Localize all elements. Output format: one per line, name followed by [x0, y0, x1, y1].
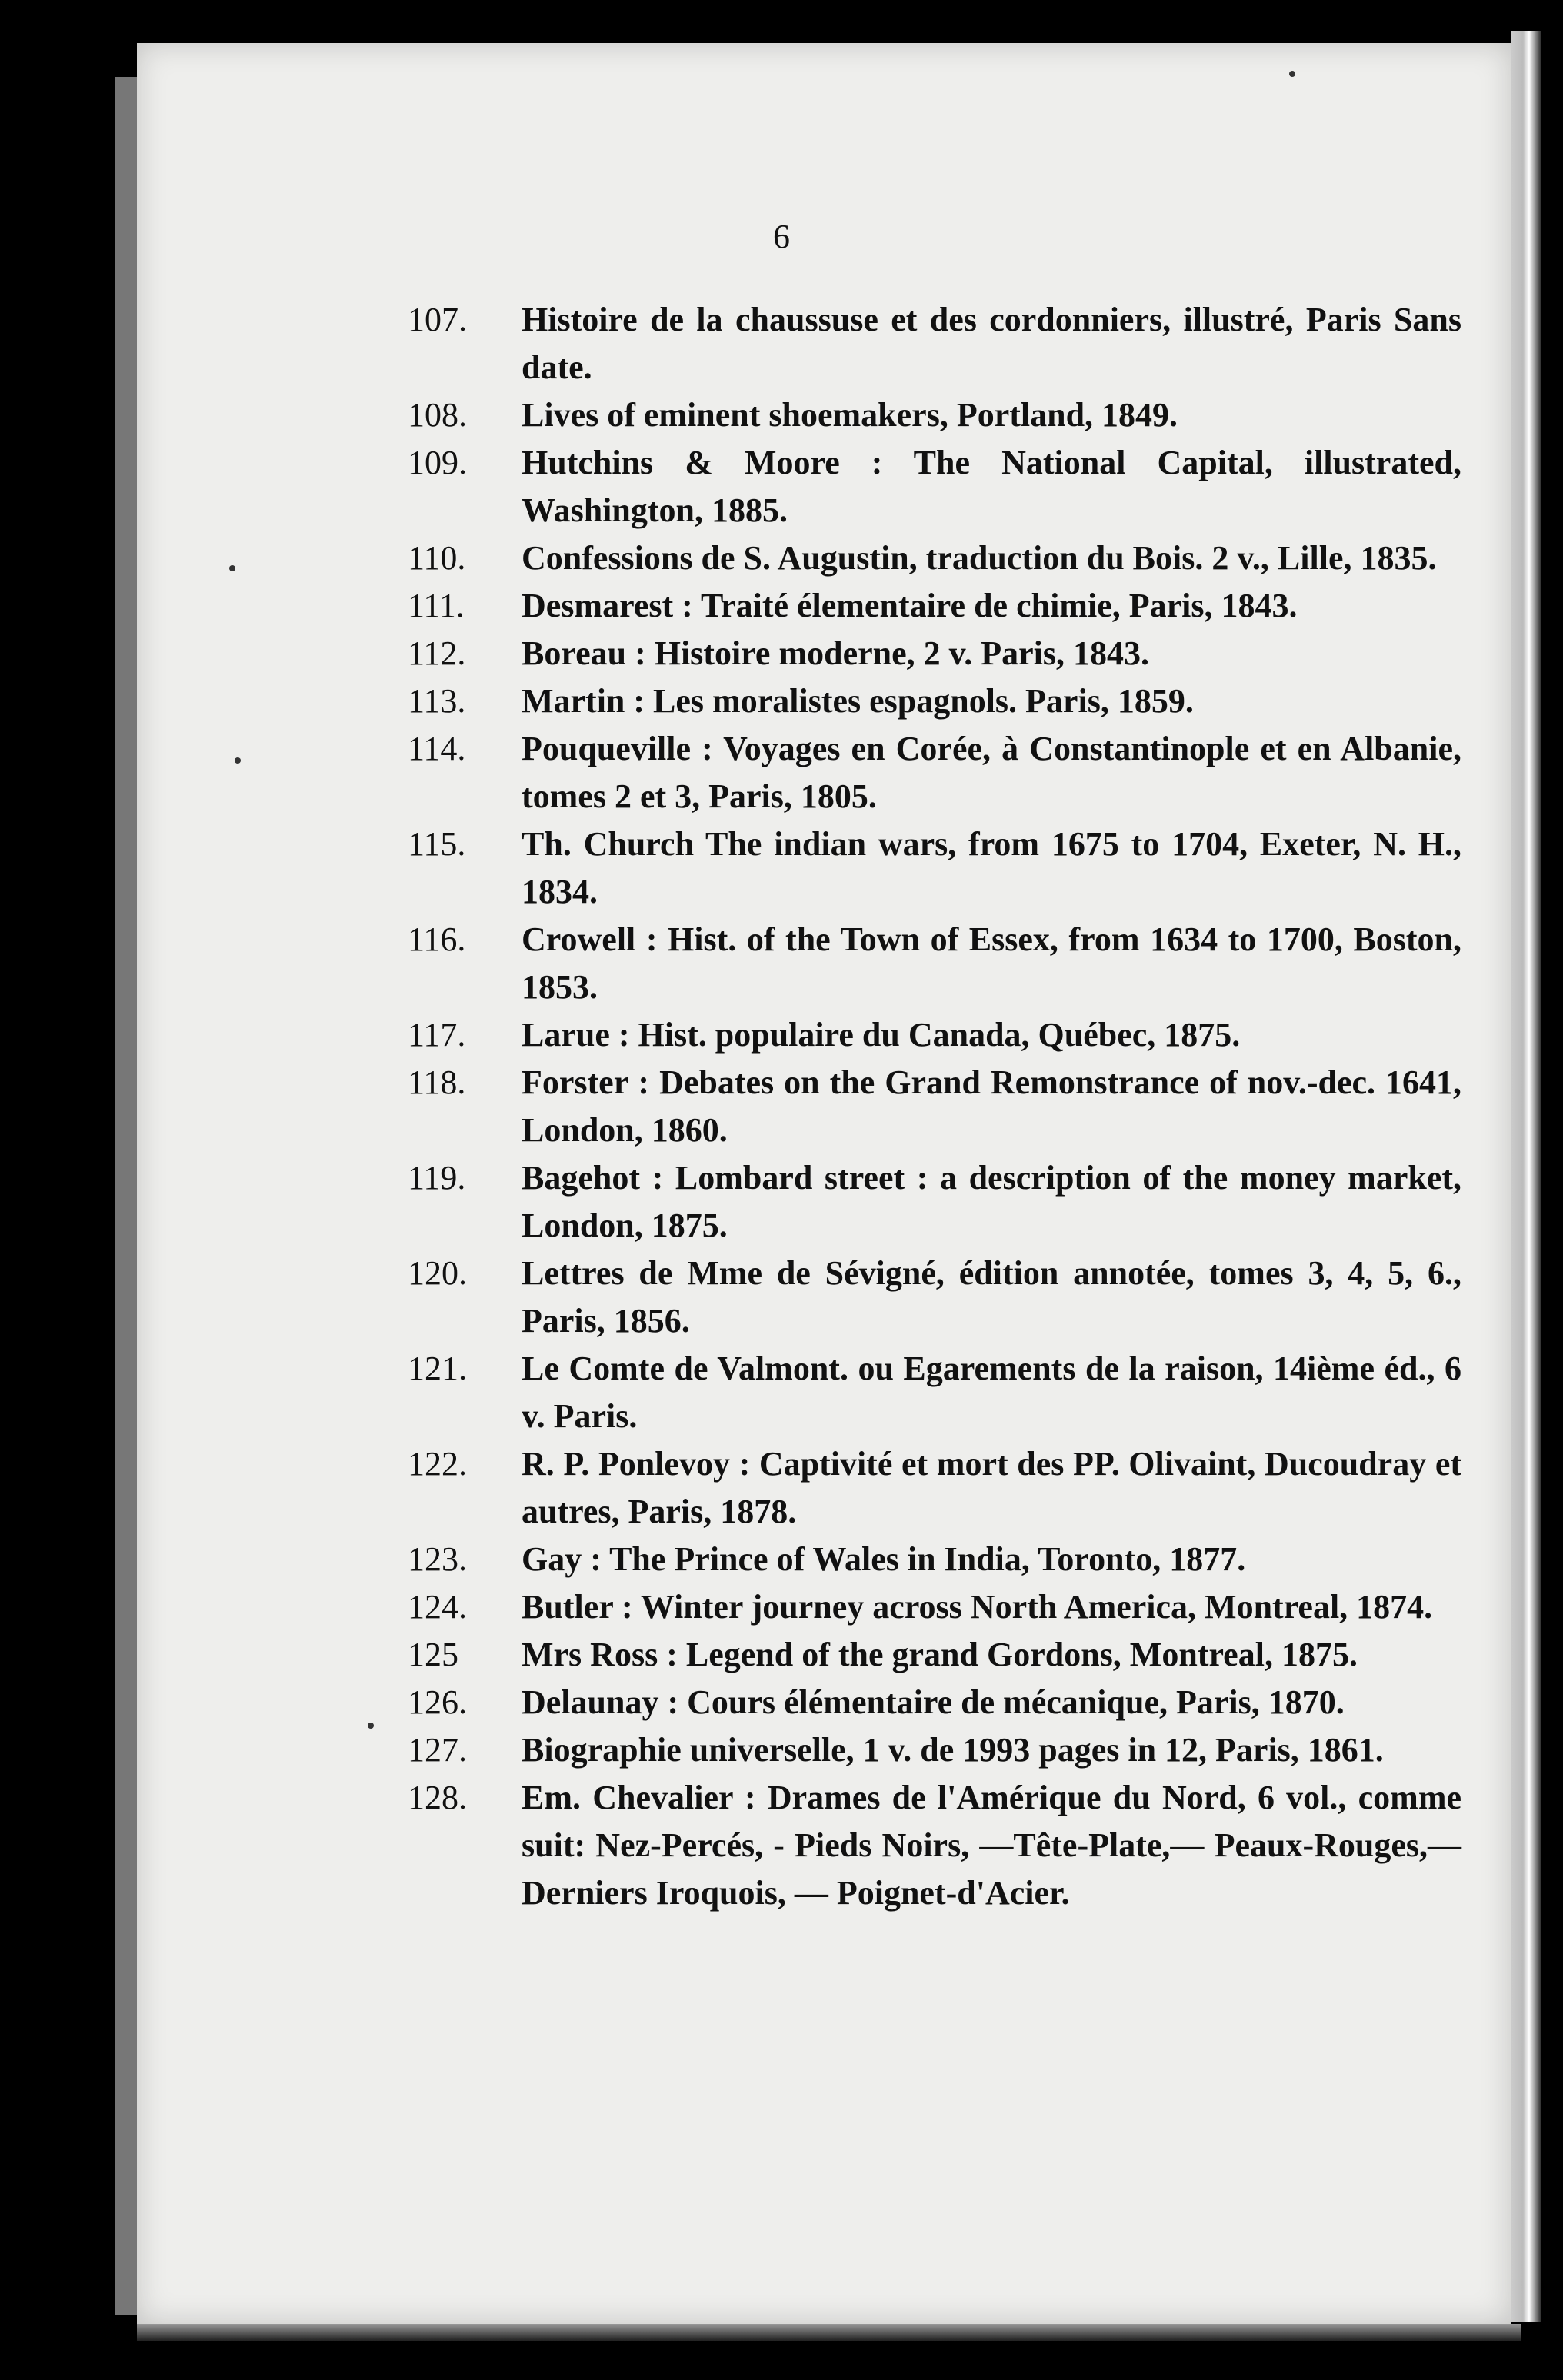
bibliography-entry — [408, 1726, 1461, 1774]
bibliography-entry — [408, 1345, 1461, 1440]
entry-text: Delaunay : Cours élémentaire de mécanique, Paris, 1870. — [522, 1683, 1345, 1721]
bibliography-entry — [408, 916, 1461, 1011]
entry-number: 112. — [408, 634, 466, 672]
bibliography-entry — [408, 725, 1461, 821]
entry-text: Lettres de Mme de Sévigné, édition annotée, tomes 3, 4, 5, 6., Paris, 1856. — [522, 1254, 1461, 1340]
entry-number: 128. — [408, 1779, 467, 1816]
entry-number: 117. — [408, 1016, 466, 1054]
bibliography-entry — [408, 1250, 1461, 1345]
entry-number: 120. — [408, 1254, 467, 1292]
bibliography-entry — [408, 630, 1461, 677]
entry-number: 116. — [408, 920, 466, 958]
entry-text: Lives of eminent shoemakers, Portland, 1849. — [522, 396, 1178, 434]
entry-text: Pouqueville : Voyages en Corée, à Constantinople et en Albanie, tomes 2 et 3, Paris, 1805. — [522, 730, 1461, 815]
ink-speck — [235, 757, 241, 764]
entry-number: 119. — [408, 1159, 466, 1197]
entry-text: Bagehot : Lombard street : a description of the money market, London, 1875. — [522, 1159, 1461, 1244]
entry-text: Confessions de S. Augustin, traduction du Bois. 2 v., Lille, 1835. — [522, 539, 1437, 577]
entry-number: 125 — [408, 1636, 458, 1673]
entry-text: Larue : Hist. populaire du Canada, Québec, 1875. — [522, 1016, 1241, 1054]
bibliography-entry — [408, 1440, 1461, 1536]
bibliography-entry — [408, 1154, 1461, 1250]
bibliography-entry — [408, 582, 1461, 630]
page-edge-right — [1511, 31, 1541, 2322]
entry-number: 109. — [408, 444, 467, 481]
bibliography-entry — [408, 677, 1461, 725]
entry-text: Biographie universelle, 1 v. de 1993 pages in 12, Paris, 1861. — [522, 1731, 1384, 1769]
entry-text: Hutchins & Moore : The National Capital, illustrated, Washington, 1885. — [522, 444, 1461, 529]
entry-text: Le Comte de Valmont. ou Egarements de la raison, 14ième éd., 6 v. Paris. — [522, 1350, 1461, 1435]
entry-text: Th. Church The indian wars, from 1675 to 1704, Exeter, N. H., 1834. — [522, 825, 1461, 910]
entry-number: 110. — [408, 539, 466, 577]
entry-text: Mrs Ross : Legend of the grand Gordons, Montreal, 1875. — [522, 1636, 1358, 1673]
bibliography-entry — [408, 1679, 1461, 1726]
entry-number: 107. — [408, 301, 467, 338]
entry-text: Em. Chevalier : Drames de l'Amérique du Nord, 6 vol., comme suit: Nez-Percés, - Pieds Noirs, —Tête-Plate,— Peaux-Rouges,—Derniers Iroquois, — Poignet-d'Acier. — [522, 1779, 1461, 1912]
ink-speck — [368, 1723, 374, 1729]
bibliography-entry — [408, 1583, 1461, 1631]
entry-number: 121. — [408, 1350, 467, 1387]
bibliography-entry — [408, 821, 1461, 916]
page-edge-bottom — [137, 2324, 1521, 2341]
entry-text: Histoire de la chaussuse et des cordonniers, illustré, Paris Sans date. — [522, 301, 1461, 386]
entry-text: Desmarest : Traité élementaire de chimie, Paris, 1843. — [522, 587, 1298, 624]
entry-text: Boreau : Histoire moderne, 2 v. Paris, 1843. — [522, 634, 1149, 672]
entry-text: Forster : Debates on the Grand Remonstrance of nov.-dec. 1641, London, 1860. — [522, 1064, 1461, 1149]
bibliography-entry — [408, 534, 1461, 582]
bibliography-entry — [408, 1631, 1461, 1679]
ink-speck — [1289, 71, 1295, 77]
entry-number: 113. — [408, 682, 466, 720]
bibliography-entry — [408, 391, 1461, 439]
entry-text: Butler : Winter journey across North America, Montreal, 1874. — [522, 1588, 1433, 1626]
ink-speck — [229, 565, 235, 571]
entry-number: 115. — [408, 825, 466, 863]
entry-text: R. P. Ponlevoy : Captivité et mort des PP. Olivaint, Ducoudray et autres, Paris, 1878. — [522, 1445, 1461, 1530]
bibliography-entry — [408, 1774, 1461, 1917]
entry-number: 127. — [408, 1731, 467, 1769]
entry-number: 111. — [408, 587, 465, 624]
bibliography-entry — [408, 1011, 1461, 1059]
entry-text: Crowell : Hist. of the Town of Essex, from 1634 to 1700, Boston, 1853. — [522, 920, 1461, 1006]
entry-number: 114. — [408, 730, 466, 767]
entry-number: 108. — [408, 396, 467, 434]
entry-number: 124. — [408, 1588, 467, 1626]
bibliography-entry — [408, 296, 1461, 391]
entry-number: 123. — [408, 1540, 467, 1578]
page-number: 6 — [773, 218, 790, 255]
bibliography-entry — [408, 439, 1461, 534]
entry-number: 122. — [408, 1445, 467, 1483]
bibliography-list — [408, 296, 1461, 1917]
bibliography-entry — [408, 1536, 1461, 1583]
entry-text: Martin : Les moralistes espagnols. Paris, 1859. — [522, 682, 1194, 720]
page-edge-left — [115, 77, 137, 2315]
entry-text: Gay : The Prince of Wales in India, Toronto, 1877. — [522, 1540, 1246, 1578]
entry-number: 126. — [408, 1683, 467, 1721]
bibliography-entry — [408, 1059, 1461, 1154]
entry-number: 118. — [408, 1064, 466, 1101]
